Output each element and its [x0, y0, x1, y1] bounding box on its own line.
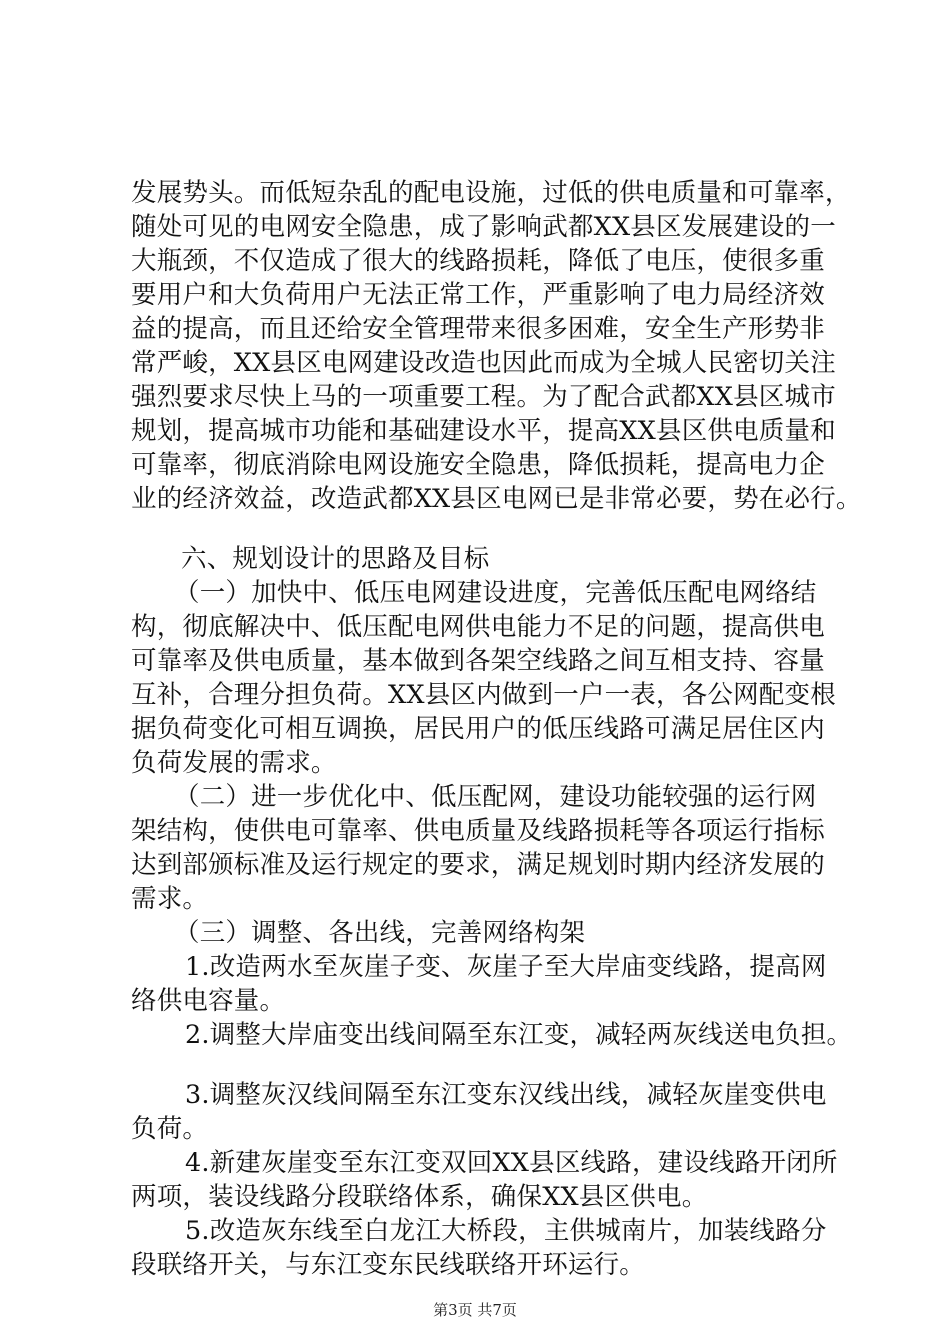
paragraph-1-line: 随处可见的电网安全隐患，成了影响武都XX县区发展建设的一	[131, 212, 836, 242]
item-5-line: 段联络开关，与东江变东民线联络开环运行。	[131, 1250, 646, 1280]
goal-2-line: 需求。	[131, 884, 209, 914]
item-2-line: 2.调整大岸庙变出线间隔至东江变，减轻两灰线送电负担。	[185, 1020, 853, 1050]
item-1-line: 1.改造两水至灰崖子变、灰崖子至大岸庙变线路，提高网	[185, 952, 827, 982]
item-1-line: 络供电容量。	[131, 986, 286, 1016]
goal-1-line: 互补，合理分担负荷。XX县区内做到一户一表，各公网配变根	[131, 680, 836, 710]
goal-1-line: 负荷发展的需求。	[131, 748, 337, 778]
goal-1-line: （一）加快中、低压电网建设进度，完善低压配电网络结	[174, 578, 817, 608]
item-3-line: 负荷。	[131, 1114, 209, 1144]
paragraph-1-line: 强烈要求尽快上马的一项重要工程。为了配合武都XX县区城市	[131, 382, 836, 412]
paragraph-1-line: 益的提高，而且还给安全管理带来很多困难，安全生产形势非	[131, 314, 825, 344]
paragraph-1-line: 常严峻，XX县区电网建设改造也因此而成为全城人民密切关注	[131, 348, 836, 378]
goal-1-line: 可靠率及供电质量，基本做到各架空线路之间互相支持、容量	[131, 646, 825, 676]
paragraph-1-line: 发展势头。而低短杂乱的配电设施，过低的供电质量和可靠率，	[131, 178, 851, 208]
goal-2-line: 架结构，使供电可靠率、供电质量及线路损耗等各项运行指标	[131, 816, 825, 846]
goal-3-heading: （三）调整、各出线，完善网络构架	[174, 918, 586, 948]
section-heading: 六、规划设计的思路及目标	[181, 544, 490, 574]
item-4-line: 4.新建灰崖变至东江变双回XX县区线路，建设线路开闭所	[185, 1148, 838, 1178]
paragraph-1-line: 业的经济效益，改造武都XX县区电网已是非常必要，势在必行。	[131, 484, 862, 514]
goal-1-line: 构，彻底解决中、低压配电网供电能力不足的问题，提高供电	[131, 612, 825, 642]
goal-1-line: 据负荷变化可相互调换，居民用户的低压线路可满足居住区内	[131, 714, 825, 744]
item-5-line: 5.改造灰东线至白龙江大桥段，主供城南片，加装线路分	[185, 1216, 827, 1246]
paragraph-1-line: 大瓶颈，不仅造成了很大的线路损耗，降低了电压，使很多重	[131, 246, 825, 276]
goal-2-line: （二）进一步优化中、低压配网，建设功能较强的运行网	[174, 782, 817, 812]
paragraph-1-line: 要用户和大负荷用户无法正常工作，严重影响了电力局经济效	[131, 280, 825, 310]
goal-2-line: 达到部颁标准及运行规定的要求，满足规划时期内经济发展的	[131, 850, 825, 880]
paragraph-1-line: 可靠率，彻底消除电网设施安全隐患，降低损耗，提高电力企	[131, 450, 825, 480]
page-number-footer: 第3页 共7页	[433, 1301, 517, 1319]
paragraph-1-line: 规划，提高城市功能和基础建设水平，提高XX县区供电质量和	[131, 416, 836, 446]
item-3-line: 3.调整灰汉线间隔至东江变东汉线出线，减轻灰崖变供电	[185, 1080, 827, 1110]
item-4-line: 两项，装设线路分段联络体系，确保XX县区供电。	[131, 1182, 708, 1212]
